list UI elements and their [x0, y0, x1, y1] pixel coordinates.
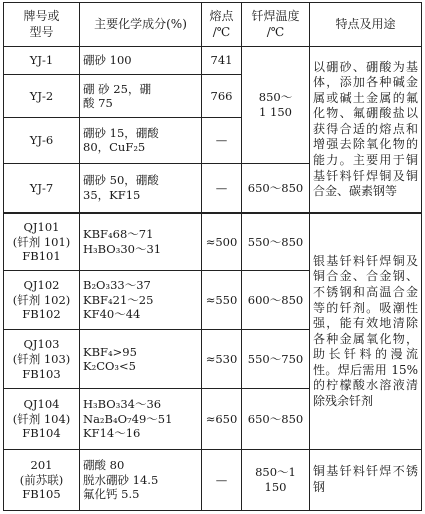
grade-cell: QJ104 (钎剂 104) FB104	[4, 389, 80, 450]
melting-cell: —	[202, 163, 242, 213]
header-grade: 牌号或 型号	[4, 3, 80, 47]
composition-cell: 硼砂 50，硼酸 35，KF15	[80, 163, 202, 213]
features-cell: 银基钎料钎焊铜及铜合金、合金钢、不锈钢和高温合金等的钎剂。吸潮性强，能有效地清除各种金属氧化物，助长钎料的漫流性。焊后需用 15%的柠檬酸水溶液清除残余钎剂	[310, 213, 422, 449]
brazing-cell: 850～ 1 150	[242, 47, 310, 164]
composition-cell: 硼砂 15，硼酸 80，CuF₂5	[80, 118, 202, 163]
composition-cell: H₃BO₃34～36 Na₂B₄O₇49～51 KF14～16	[80, 389, 202, 450]
brazing-cell: 550～850	[242, 213, 310, 270]
brazing-cell: 650～850	[242, 163, 310, 213]
grade-cell: YJ-2	[4, 75, 80, 118]
melting-cell: ≈650	[202, 389, 242, 450]
header-brazing: 钎焊温度 /℃	[242, 3, 310, 47]
melting-cell: ≈550	[202, 270, 242, 330]
melting-cell: 741	[202, 47, 242, 75]
melting-cell: —	[202, 450, 242, 511]
header-melting: 熔点 /℃	[202, 3, 242, 47]
melting-cell: —	[202, 118, 242, 163]
melting-cell: 766	[202, 75, 242, 118]
table-row	[4, 213, 422, 270]
grade-cell: 201 (前苏联) FB105	[4, 450, 80, 511]
brazing-cell: 650～850	[242, 389, 310, 450]
brazing-cell: 600～850	[242, 270, 310, 330]
grade-cell: YJ-7	[4, 163, 80, 213]
grade-cell: QJ102 (钎剂 102) FB102	[4, 270, 80, 330]
composition-cell: 硼砂 100	[80, 47, 202, 75]
grade-cell: QJ101 (钎剂 101) FB101	[4, 213, 80, 270]
features-cell: 以硼砂、硼酸为基体，添加各种碱金属或碱土金属的氟化物、氟硼酸盐以获得合适的熔点和增强去除氧化物的能力。主要用于铜基钎料钎焊铜及铜合金、碳素钢等	[310, 47, 422, 214]
brazing-cell: 550～750	[242, 330, 310, 389]
composition-cell: KBF₄68～71 H₃BO₃30～31	[80, 213, 202, 270]
features-cell: 铜基钎料钎焊不锈钢	[310, 450, 422, 511]
grade-cell: YJ-6	[4, 118, 80, 163]
composition-cell: 硼 砂 25，硼 酸 75	[80, 75, 202, 118]
composition-cell: B₂O₃33～37 KBF₄21～25 KF40～44	[80, 270, 202, 330]
grade-cell: QJ103 (钎剂 103) FB103	[4, 330, 80, 389]
composition-cell: KBF₄>95 K₂CO₃<5	[80, 330, 202, 389]
header-row	[4, 3, 422, 47]
table-row	[4, 450, 422, 511]
melting-cell: ≈500	[202, 213, 242, 270]
brazing-cell: 850～1 150	[242, 450, 310, 511]
header-features: 特点及用途	[310, 3, 422, 47]
flux-table	[3, 2, 422, 511]
table-row	[4, 47, 422, 75]
melting-cell: ≈530	[202, 330, 242, 389]
grade-cell: YJ-1	[4, 47, 80, 75]
header-composition: 主要化学成分(%)	[80, 3, 202, 47]
composition-cell: 硼酸 80 脱水硼砂 14.5 氟化钙 5.5	[80, 450, 202, 511]
